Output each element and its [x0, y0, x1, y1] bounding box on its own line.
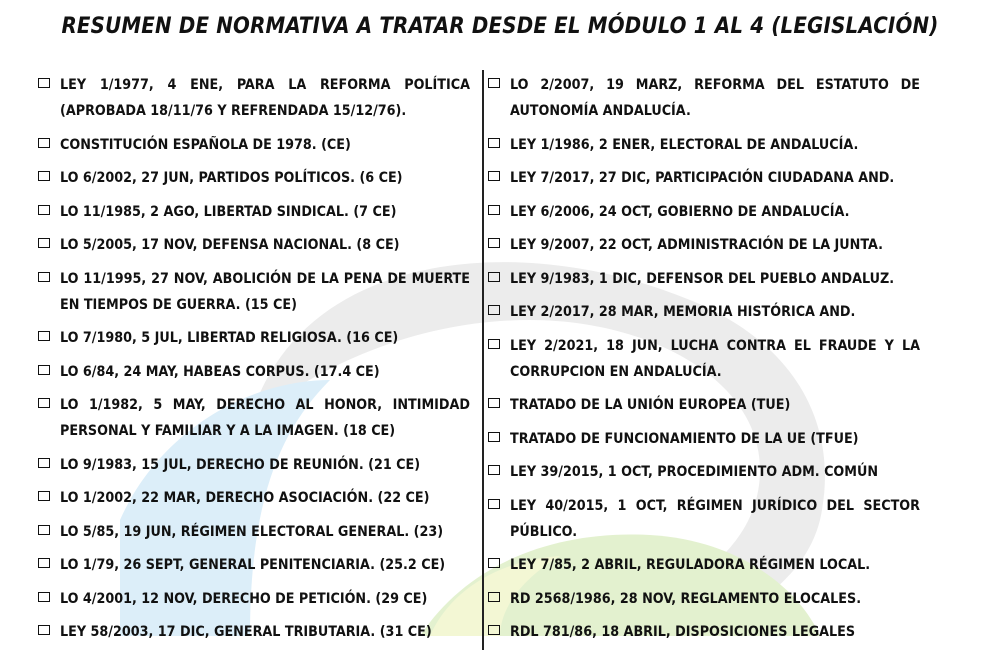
checklist-item-label: LO 5/85, 19 JUN, RÉGIMEN ELECTORAL GENERAL. (23)	[60, 523, 444, 540]
checklist-item-label: LEY 2/2017, 28 MAR, MEMORIA HISTÓRICA AND.	[510, 304, 856, 320]
checkbox-icon[interactable]	[488, 138, 500, 148]
checkbox-icon[interactable]	[38, 525, 50, 535]
checklist-item-label: LEY 1/1977, 4 ENE, PARA LA REFORMA POLÍTICA (APROBADA 18/11/76 Y REFRENDADA 15/12/76).	[60, 77, 470, 119]
checkbox-icon[interactable]	[38, 205, 50, 215]
checkbox-icon[interactable]	[488, 78, 500, 88]
checklist-item-label: LEY 9/1983, 1 DIC, DEFENSOR DEL PUEBLO ANDALUZ.	[510, 270, 895, 287]
checklist-item-label: LEY 40/2015, 1 OCT, RÉGIMEN JURÍDICO DEL SECTOR PÚBLICO.	[510, 497, 920, 540]
checklist-item-label: LEY 1/1986, 2 ENER, ELECTORAL DE ANDALUCÍA.	[510, 136, 859, 153]
checkbox-icon[interactable]	[488, 238, 500, 248]
checklist-item-label: LO 4/2001, 12 NOV, DERECHO DE PETICIÓN. (29 CE)	[60, 590, 428, 607]
checklist-item-label: RD 2568/1986, 28 NOV, REGLAMENTO ELOCALES.	[510, 590, 862, 607]
right-column-list	[488, 72, 920, 653]
checkbox-icon[interactable]	[38, 458, 50, 468]
checklist-item	[488, 132, 920, 158]
checklist-item-label: LEY 9/2007, 22 OCT, ADMINISTRACIÓN DE LA JUNTA.	[510, 237, 883, 253]
checkbox-icon[interactable]	[38, 592, 50, 602]
checklist-item	[488, 619, 920, 645]
checklist-item	[38, 359, 470, 385]
checklist-item-label: LO 7/1980, 5 JUL, LIBERTAD RELIGIOSA. (16 CE)	[60, 330, 399, 346]
checkbox-icon[interactable]	[38, 331, 50, 341]
checklist-item-label: LEY 39/2015, 1 OCT, PROCEDIMIENTO ADM. COMÚN	[510, 464, 879, 480]
checklist-item	[488, 552, 920, 578]
checklist-item	[38, 392, 470, 444]
left-column-list	[38, 72, 470, 653]
checkbox-icon[interactable]	[488, 465, 500, 475]
checklist-item	[488, 426, 920, 452]
checkbox-icon[interactable]	[488, 398, 500, 408]
checkbox-icon[interactable]	[488, 625, 500, 635]
checklist-item	[38, 199, 470, 225]
checklist-item	[38, 552, 470, 578]
checklist-item-label: TRATADO DE FUNCIONAMIENTO DE LA UE (TFUE)	[510, 430, 859, 447]
checklist-item-label: LO 2/2007, 19 MARZ, REFORMA DEL ESTATUTO DE AUTONOMÍA ANDALUCÍA.	[510, 77, 920, 119]
checklist-item-label: LO 6/2002, 27 JUN, PARTIDOS POLÍTICOS. (6 CE)	[60, 170, 403, 186]
checkbox-icon[interactable]	[488, 305, 500, 315]
checklist-item-label: RDL 781/86, 18 ABRIL, DISPOSICIONES LEGALES	[510, 624, 856, 640]
checkbox-icon[interactable]	[38, 365, 50, 375]
checklist-item	[38, 165, 470, 191]
checklist-item-label: LO 11/1995, 27 NOV, ABOLICIÓN DE LA PENA DE MUERTE EN TIEMPOS DE GUERRA. (15 CE)	[60, 270, 470, 313]
checklist-item	[38, 519, 470, 545]
checkbox-icon[interactable]	[38, 558, 50, 568]
checklist-item-label: LO 1/1982, 5 MAY, DERECHO AL HONOR, INTIMIDAD PERSONAL Y FAMILIAR Y A LA IMAGEN. (18 CE)	[60, 397, 470, 439]
checkbox-icon[interactable]	[488, 205, 500, 215]
column-divider	[482, 70, 484, 650]
checklist-item-label: LEY 7/85, 2 ABRIL, REGULADORA RÉGIMEN LOCAL.	[510, 557, 871, 573]
checklist-item-label: LEY 58/2003, 17 DIC, GENERAL TRIBUTARIA. (31 CE)	[60, 624, 432, 640]
checkbox-icon[interactable]	[488, 592, 500, 602]
checkbox-icon[interactable]	[38, 272, 50, 282]
checklist-item	[488, 199, 920, 225]
checklist-item-label: TRATADO DE LA UNIÓN EUROPEA (TUE)	[510, 397, 791, 413]
checklist-item	[488, 586, 920, 612]
checklist-item-label: LO 1/2002, 22 MAR, DERECHO ASOCIACIÓN. (22 CE)	[60, 490, 430, 506]
checklist-item	[488, 72, 920, 124]
checklist-item	[38, 586, 470, 612]
checklist-item-label: LO 1/79, 26 SEPT, GENERAL PENITENCIARIA. (25.2 CE)	[60, 557, 446, 573]
checkbox-icon[interactable]	[488, 272, 500, 282]
checklist-item-label: LO 11/1985, 2 AGO, LIBERTAD SINDICAL. (7 CE)	[60, 203, 397, 220]
checklist-item	[488, 493, 920, 545]
checklist-item	[38, 452, 470, 478]
checklist-item	[38, 325, 470, 351]
checkbox-icon[interactable]	[488, 499, 500, 509]
checkbox-icon[interactable]	[488, 558, 500, 568]
checkbox-icon[interactable]	[38, 625, 50, 635]
checklist-item	[488, 459, 920, 485]
checkbox-icon[interactable]	[488, 171, 500, 181]
checklist-item	[38, 132, 470, 158]
checklist-item	[38, 266, 470, 318]
checkbox-icon[interactable]	[38, 491, 50, 501]
document-title: RESUMEN DE NORMATIVA A TRATAR DESDE EL MÓDULO 1 AL 4 (LEGISLACIÓN)	[61, 14, 939, 39]
checklist-item	[488, 392, 920, 418]
checkbox-icon[interactable]	[38, 171, 50, 181]
checkbox-icon[interactable]	[38, 398, 50, 408]
checkbox-icon[interactable]	[38, 238, 50, 248]
checklist-item	[488, 165, 920, 191]
checklist-item	[38, 619, 470, 645]
checkbox-icon[interactable]	[488, 339, 500, 349]
checklist-item-label: LEY 6/2006, 24 OCT, GOBIERNO DE ANDALUCÍA.	[510, 203, 850, 220]
checklist-item-label: LO 6/84, 24 MAY, HABEAS CORPUS. (17.4 CE)	[60, 363, 380, 380]
checklist-item	[488, 266, 920, 292]
checkbox-icon[interactable]	[38, 78, 50, 88]
checklist-item-label: CONSTITUCIÓN ESPAÑOLA DE 1978. (CE)	[60, 136, 351, 153]
checklist-item	[488, 299, 920, 325]
checklist-item-label: LO 5/2005, 17 NOV, DEFENSA NACIONAL. (8 CE)	[60, 237, 400, 253]
checklist-item	[488, 333, 920, 385]
checkbox-icon[interactable]	[488, 432, 500, 442]
checklist-item	[38, 485, 470, 511]
checklist-item-label: LEY 7/2017, 27 DIC, PARTICIPACIÓN CIUDADANA AND.	[510, 170, 895, 186]
checklist-item-label: LO 9/1983, 15 JUL, DERECHO DE REUNIÓN. (21 CE)	[60, 456, 421, 473]
checklist-item	[488, 232, 920, 258]
checkbox-icon[interactable]	[38, 138, 50, 148]
checklist-item	[38, 232, 470, 258]
checklist-item	[38, 72, 470, 124]
checklist-item-label: LEY 2/2021, 18 JUN, LUCHA CONTRA EL FRAUDE Y LA CORRUPCION EN ANDALUCÍA.	[510, 337, 920, 380]
